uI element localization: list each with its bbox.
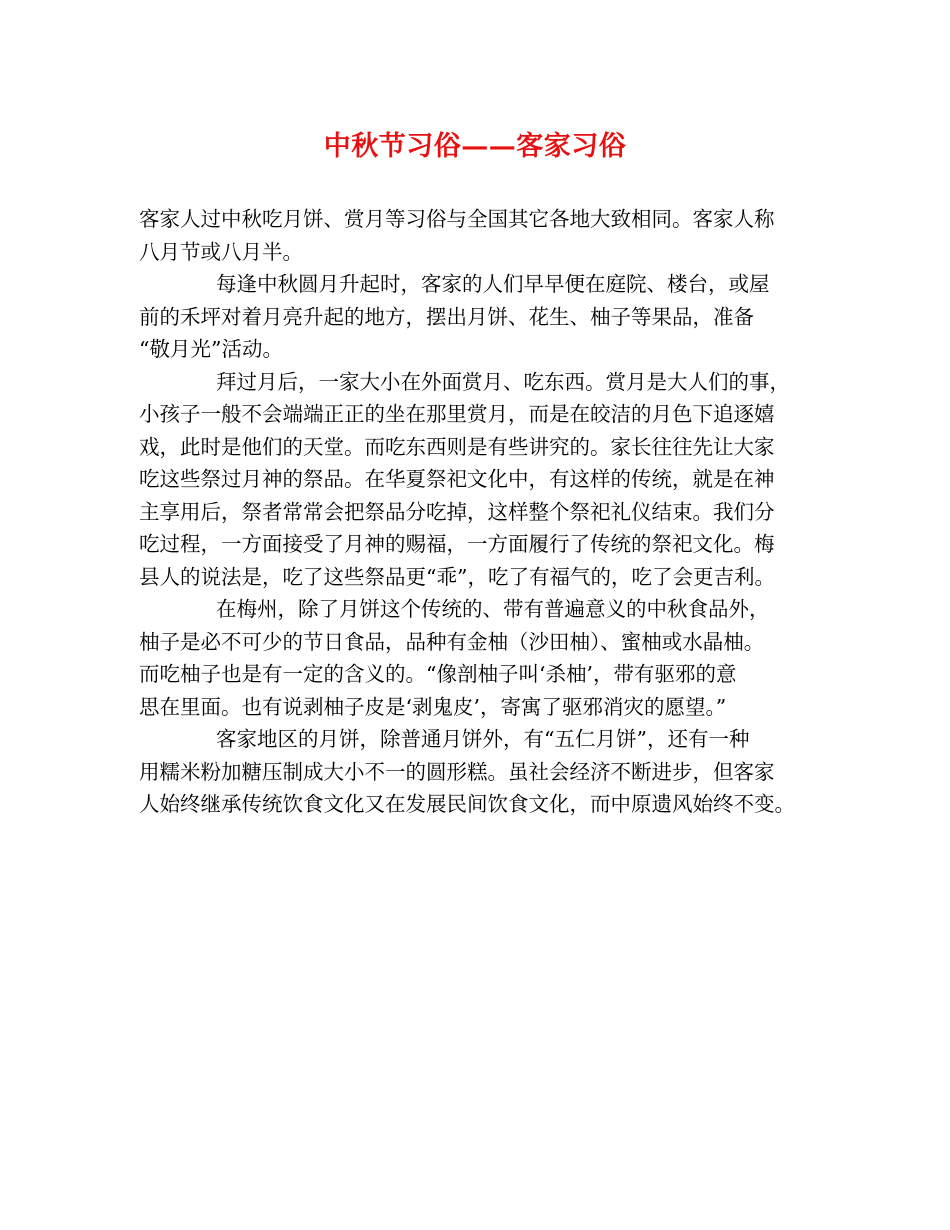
text-line: 吃过程，一方面接受了月神的赐福，一方面履行了传统的祭祀文化。梅 [139,532,775,556]
document-title: 中秋节习俗——客家习俗 [323,131,627,162]
paragraph-first-line: 拜过月后，一家大小在外面赏月、吃东西。赏月是大人们的事， [216,369,790,394]
text-line: 而吃柚子也是有一定的含义的。“像剖柚子叫‘杀柚’，带有驱邪的意 [139,662,737,686]
text-line: 用糯米粉加糖压制成大小不一的圆形糕。虽社会经济不断进步，但客家 [139,759,775,784]
text-line: 柚子是必不可少的节日食品，品种有金柚（沙田柚）、蜜柚或水晶柚。 [139,629,765,654]
text-line: 小孩子一般不会端端正正的坐在那里赏月，而是在皎洁的月色下追逐嬉 [139,402,775,426]
text-line: 吃这些祭过月神的祭品。在华夏祭祀文化中，有这样的传统，就是在神 [139,467,775,491]
text-line: 县人的说法是，吃了这些祭品更“乖”，吃了有福气的，吃了会更吉利。 [139,564,775,589]
paragraph-first-line: 每逢中秋圆月升起时，客家的人们早早便在庭院、楼台，或屋 [216,272,770,296]
text-line: 主享用后，祭者常常会把祭品分吃掉，这样整个祭祀礼仪结束。我们分 [139,499,775,524]
text-line: 八月节或八月半。 [139,239,303,264]
text-line: 戏，此时是他们的天堂。而吃东西则是有些讲究的。家长往往先让大家 [139,434,775,459]
paragraph-first-line: 在梅州，除了月饼这个传统的、带有普遍意义的中秋食品外， [216,597,770,621]
text-line: “敬月光”活动。 [139,337,283,361]
text-line: 前的禾坪对着月亮升起的地方，摆出月饼、花生、柚子等果品，准备 [139,304,754,329]
text-line: 思在里面。也有说剥柚子皮是‘剥鬼皮’，寄寓了驱邪消灾的愿望。” [139,694,727,719]
text-line: 客家人过中秋吃月饼、赏月等习俗与全国其它各地大致相同。客家人称 [139,207,775,231]
paragraph-first-line: 客家地区的月饼，除普通月饼外，有“五仁月饼”，还有一种 [216,727,750,751]
document-body [139,203,829,821]
text-line: 人始终继承传统饮食文化又在发展民间饮食文化，而中原遗风始终不变。 [139,792,795,816]
